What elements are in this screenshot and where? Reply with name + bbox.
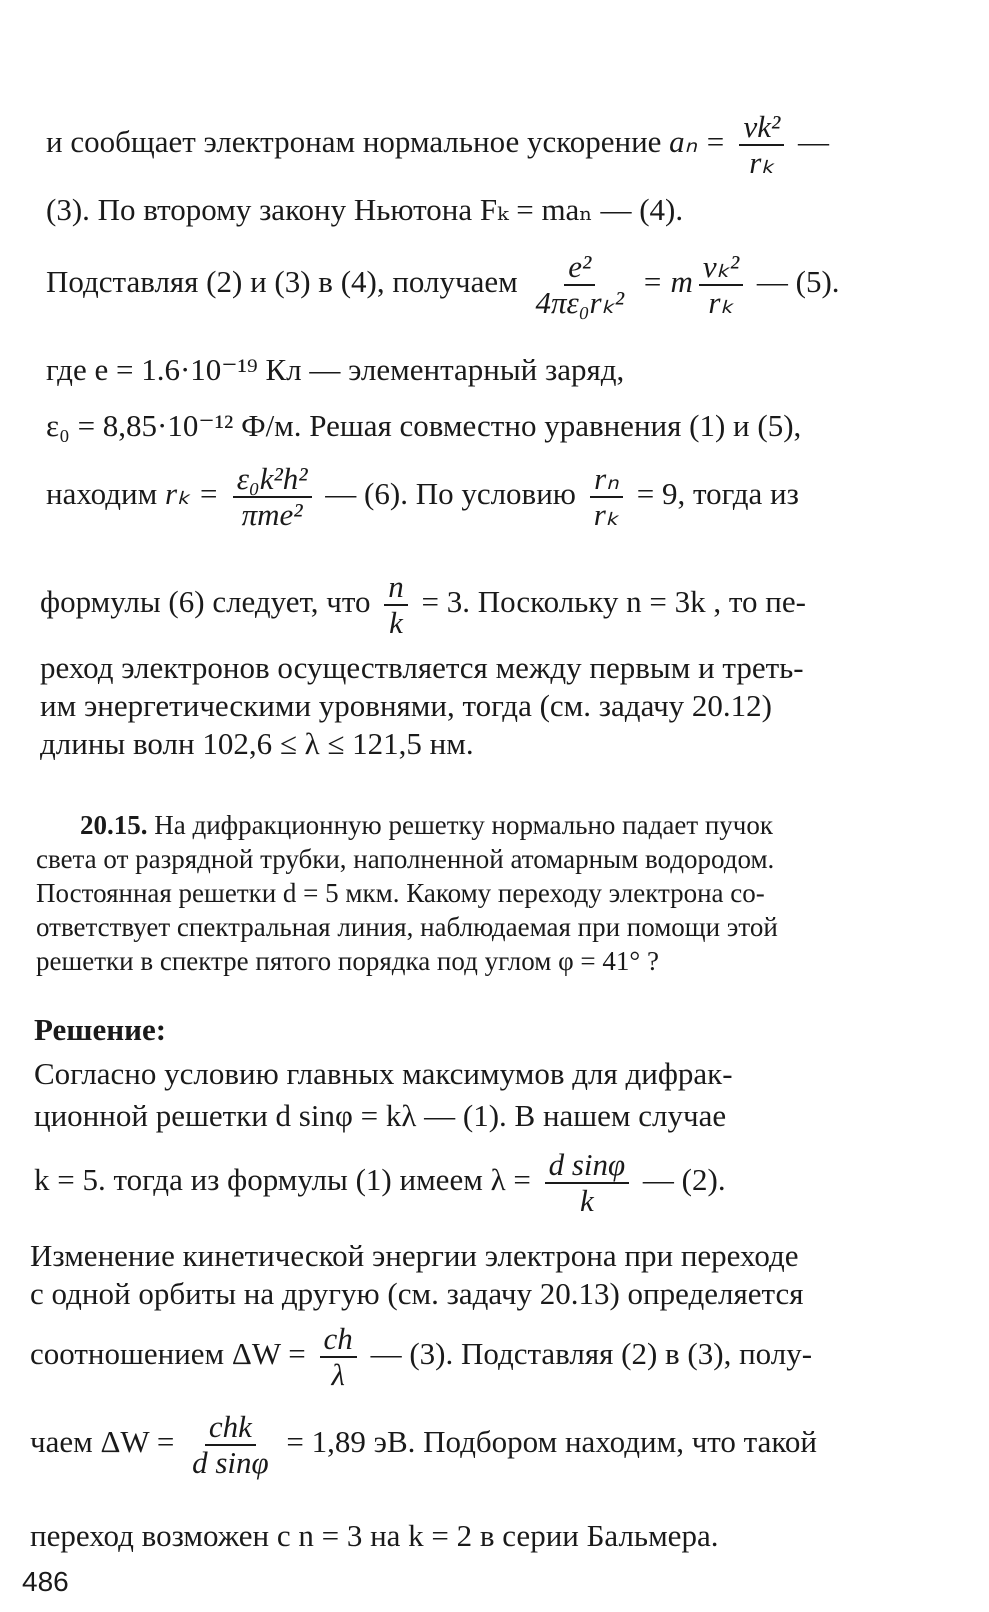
text-line: (3). По второму закону Ньютона Fₖ = maₙ — (4).: [46, 192, 684, 227]
fraction: $\frac{\text{d sinφ}}{k}$: [545, 1148, 630, 1218]
solution-line: переход возможен с n = 3 на k = 2 в серии Бальмера.: [30, 1518, 719, 1553]
fraction: $\frac{n}{k}$: [384, 570, 408, 640]
solution-heading: Решение:: [34, 1012, 167, 1047]
text-line: длины волн 102,6 ≤ λ ≤ 121,5 нм.: [40, 726, 474, 761]
problem-number: 20.15.: [80, 810, 148, 840]
solution-line: Согласно условию главных максимумов для дифрак-: [34, 1056, 733, 1091]
text-line: находим rₖ = $\frac{\text{ε₀k²h²}}{\text{πme²}}$ — (6). По условию $\frac{\text{rₙ}}{\text{rₖ}}$ = 9, тогда из: [46, 461, 799, 533]
fraction: $\frac{\text{vₖ²}}{\text{rₖ}}$: [699, 250, 743, 320]
page-number: 486: [22, 1566, 69, 1597]
solution-line: соотношением ΔW = $\frac{ch}{\lambda}$ — (3). Подставляя (2) в (3), полу-: [30, 1321, 813, 1393]
text-line: и сообщает электронам нормальное ускорение aₙ = $\frac{\text{vk²}}{\text{rₖ}}$ —: [46, 109, 830, 181]
fraction: $\frac{ch}{\lambda}$: [320, 1322, 357, 1392]
solution-line: k = 5. тогда из формулы (1) имеем λ = $\frac{\text{d sinφ}}{k}$ — (2).: [34, 1147, 726, 1219]
fraction: $\frac{\text{vk²}}{\text{rₖ}}$: [739, 110, 784, 180]
solution-line: ционной решетки d sinφ = kλ — (1). В нашем случае: [34, 1098, 727, 1133]
fraction: $\frac{\text{rₙ}}{\text{rₖ}}$: [590, 462, 623, 532]
text-line: реход электронов осуществляется между первым и треть-: [40, 650, 804, 685]
problem-line: 20.15. На дифракционную решетку нормально падает пучок: [80, 810, 774, 840]
problem-line: Постоянная решетки d = 5 мкм. Какому переходу электрона со-: [36, 878, 765, 908]
solution-line: чаем ΔW = $\frac{\text{chk}}{\text{d sinφ}}$ = 1,89 эВ. Подбором находим, что такой: [30, 1409, 817, 1481]
problem-line: ответствует спектральная линия, наблюдаемая при помощи этой: [36, 912, 778, 942]
problem-line: решетки в спектре пятого порядка под углом φ = 41° ?: [36, 946, 659, 976]
text-line: Подставляя (2) и (3) в (4), получаем $\frac{\text{e²}}{\text{4πε₀rₖ²}}$ = m $\frac{\text{vₖ²}}{\text{rₖ}}$ — (5).: [46, 249, 840, 321]
fraction: $\frac{\text{chk}}{\text{d sinφ}}$: [192, 1409, 269, 1481]
text-line: ε₀ = 8,85·10⁻¹² Ф/м. Решая совместно уравнения (1) и (5),: [46, 408, 802, 443]
text-line: формулы (6) следует, что $\frac{n}{k}$ = 3. Поскольку n = 3k , то пе-: [40, 569, 806, 641]
fraction: $\frac{\text{ε₀k²h²}}{\text{πme²}}$: [233, 462, 312, 532]
solution-line: Изменение кинетической энергии электрона при переходе: [30, 1238, 799, 1273]
text-line: где e = 1.6·10⁻¹⁹ Кл — элементарный заряд,: [46, 352, 625, 387]
text-line: им энергетическими уровнями, тогда (см. задачу 20.12): [40, 688, 772, 723]
solution-line: с одной орбиты на другую (см. задачу 20.13) определяется: [30, 1276, 804, 1311]
fraction: $\frac{\text{e²}}{\text{4πε₀rₖ²}}$: [535, 249, 625, 321]
problem-line: света от разрядной трубки, наполненной атомарным водородом.: [36, 844, 775, 874]
